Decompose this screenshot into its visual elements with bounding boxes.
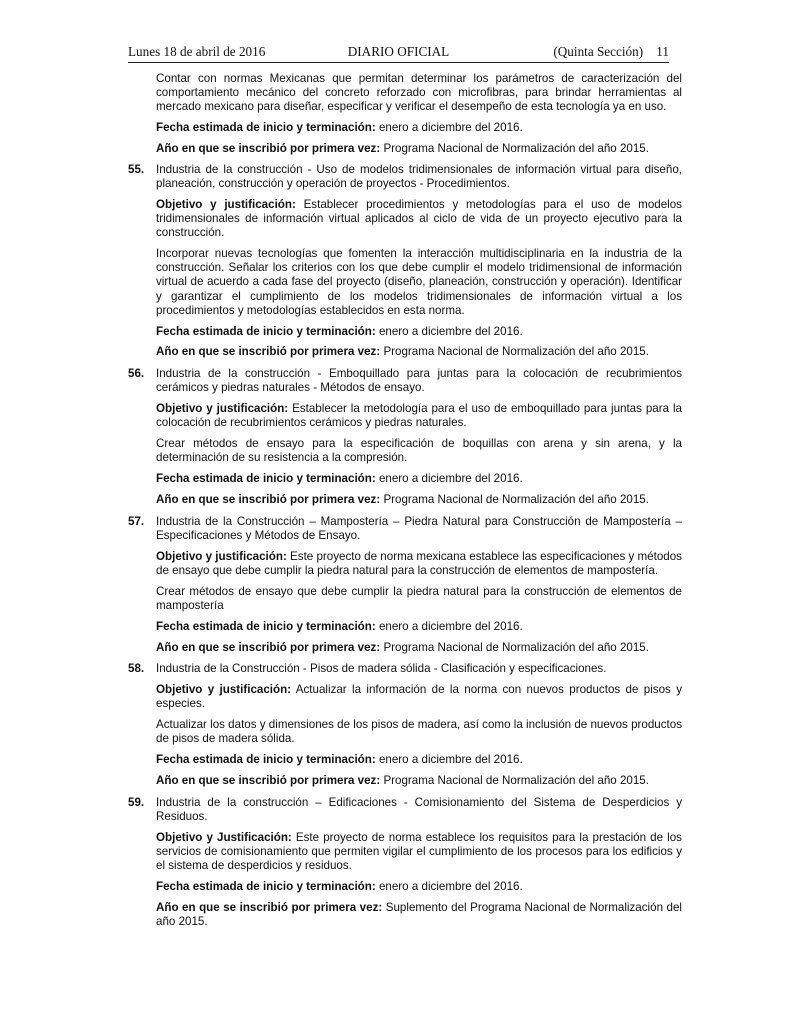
- item-objetivo: [156, 683, 682, 711]
- intro-paragraph: Contar con normas Mexicanas que permitan determinar los parámetros de caracterización del comportamiento mecánico del concreto reforzado con microfibras, para brindar herramientas al mercado mexicano para diseñar, especificar y verificar el desempeño de esta tecnología ya en uso.: [156, 72, 682, 114]
- fecha-value: enero a diciembre del 2016.: [378, 753, 523, 767]
- fecha-label: Fecha estimada de inicio y terminación:: [156, 472, 376, 486]
- item-anio: [156, 641, 682, 655]
- fecha-value: enero a diciembre del 2016.: [378, 619, 523, 633]
- list-item: [128, 367, 682, 514]
- item-extra: Crear métodos de ensayo que debe cumplir la piedra natural para la construcción de elementos de mampostería: [156, 584, 682, 612]
- objetivo-label: Objetivo y justificación:: [156, 197, 296, 211]
- objetivo-text: Establecer la metodología para el uso de emboquillado para juntas para la colocación de recubrimientos cerámicos y piedras naturales.: [156, 402, 682, 430]
- fecha-value: enero a diciembre del 2016.: [378, 879, 523, 893]
- item-number: 59.: [128, 795, 145, 809]
- fecha-label: Fecha estimada de inicio y terminación:: [156, 121, 376, 135]
- item-number: 58.: [128, 662, 145, 676]
- item-body: [156, 796, 682, 936]
- item-fecha: [156, 472, 682, 486]
- item-number: 56.: [128, 367, 145, 381]
- objetivo-text: Actualizar la información de la norma con nuevos productos de pisos y especies.: [156, 683, 682, 711]
- item-title: Industria de la Construcción - Pisos de madera sólida - Clasificación y especificaciones.: [156, 662, 607, 676]
- item-anio: [156, 901, 682, 929]
- header-publication: DIARIO OFICIAL: [347, 44, 450, 59]
- item-objetivo: [156, 198, 682, 241]
- objetivo-text: Este proyecto de norma mexicana establece las especificaciones y métodos de ensayo que debe cumplir la piedra natural para la construcción de elementos de mampostería.: [156, 549, 682, 577]
- anio-label: Año en que se inscribió por primera vez:: [156, 640, 381, 654]
- item-body: [156, 163, 682, 366]
- fecha-label: Fecha estimada de inicio y terminación:: [156, 619, 376, 633]
- fecha-value: enero a diciembre del 2016.: [378, 121, 523, 135]
- item-extra: Actualizar los datos y dimensiones de los pisos de madera, así como la inclusión de nuevos productos de pisos de madera sólida.: [156, 718, 682, 746]
- intro-continuation: [128, 72, 682, 156]
- header-date: Lunes 18 de abril de 2016: [128, 44, 266, 59]
- page-header: [128, 44, 669, 64]
- objetivo-text: Este proyecto de norma establece los requisitos para la prestación de los servicios de comisionamiento que permiten vigilar el cumplimiento de los procesos para los edificios y el sistema de desperdicios y residuos.: [156, 830, 682, 873]
- list-item: [128, 515, 682, 662]
- item-title: Industria de la Construcción – Mampostería – Piedra Natural para Construcción de Mampostería – Especificaciones y Métodos de Ensayo.: [156, 514, 682, 542]
- anio-label: Año en que se inscribió por primera vez:: [156, 900, 383, 914]
- anio-label: Año en que se inscribió por primera vez:: [156, 493, 381, 506]
- fecha-value: enero a diciembre del 2016.: [378, 472, 523, 486]
- fecha-label: Fecha estimada de inicio y terminación:: [156, 753, 376, 767]
- header-section: (Quinta Sección): [553, 44, 644, 59]
- intro-fecha: [156, 121, 682, 135]
- fecha-label: Fecha estimada de inicio y terminación:: [156, 879, 376, 893]
- anio-value: Programa Nacional de Normalización del año 2015.: [383, 142, 649, 155]
- item-fecha: [156, 880, 682, 894]
- item-objetivo: [156, 550, 682, 578]
- item-title: Industria de la construcción - Uso de modelos tridimensionales de información virtual para diseño, planeación, construcción y operación de proyectos - Procedimientos.: [156, 162, 682, 190]
- item-title: Industria de la construcción – Edificaciones - Comisionamiento del Sistema de Desperdicios y Residuos.: [156, 795, 682, 823]
- fecha-label: Fecha estimada de inicio y terminación:: [156, 324, 376, 338]
- item-extra: Crear métodos de ensayo para la especificación de boquillas con arena y sin arena, y la determinación de su resistencia a la compresión.: [156, 437, 682, 465]
- item-body: [156, 515, 682, 662]
- header-section-page: [553, 44, 669, 60]
- objetivo-label: Objetivo y Justificación:: [156, 830, 292, 844]
- anio-label: Año en que se inscribió por primera vez:: [156, 142, 381, 155]
- list-item: [128, 163, 682, 366]
- item-fecha: [156, 753, 682, 767]
- item-anio: [156, 345, 682, 359]
- list-item: [128, 662, 682, 794]
- anio-value: Programa Nacional de Normalización del año 2015.: [383, 640, 649, 654]
- item-objetivo: [156, 831, 682, 874]
- item-fecha: [156, 325, 682, 339]
- intro-anio: [156, 142, 682, 156]
- fecha-value: enero a diciembre del 2016.: [378, 324, 523, 338]
- objetivo-text: Establecer procedimientos y metodologías para el uso de modelos tridimensionales de información virtual aplicados al ciclo de vida de un proyecto ejecutivo para la construcción.: [156, 197, 682, 240]
- item-body: [156, 662, 682, 794]
- item-anio: [156, 493, 682, 507]
- header-page-number: 11: [656, 44, 669, 59]
- item-number: 55.: [128, 162, 145, 176]
- anio-label: Año en que se inscribió por primera vez:: [156, 773, 381, 787]
- item-objetivo: [156, 402, 682, 430]
- item-extra: Incorporar nuevas tecnologías que fomenten la interacción multidisciplinaria en la industria de la construcción. Señalar los criterios con los que debe cumplir el modelo tridimensional de información virtual de acuerdo a cada fase del proyecto (diseño, planeación, construcción y operación). Identificar y garantizar el cumplimiento de los modelos tridimensionales de información virtual a los procedimientos y metodologías establecidos en esta norma.: [156, 247, 682, 317]
- page-content: [128, 72, 682, 936]
- objetivo-label: Objetivo y justificación:: [156, 402, 289, 416]
- item-fecha: [156, 620, 682, 634]
- item-anio: [156, 774, 682, 788]
- objetivo-label: Objetivo y justificación:: [156, 683, 292, 697]
- anio-value: Suplemento del Programa Nacional de Normalización del año 2015.: [156, 900, 682, 928]
- item-title: Industria de la construcción - Emboquillado para juntas para la colocación de recubrimientos cerámicos y piedras naturales - Métodos de ensayo.: [156, 367, 682, 395]
- anio-label: Año en que se inscribió por primera vez:: [156, 345, 381, 359]
- anio-value: Programa Nacional de Normalización del año 2015.: [383, 773, 649, 787]
- anio-value: Programa Nacional de Normalización del año 2015.: [383, 493, 649, 506]
- item-body: [156, 367, 682, 514]
- objetivo-label: Objetivo y justificación:: [156, 549, 287, 563]
- item-number: 57.: [128, 514, 145, 528]
- list-item: [128, 796, 682, 936]
- anio-value: Programa Nacional de Normalización del año 2015.: [383, 345, 649, 359]
- header-rule: [128, 62, 669, 63]
